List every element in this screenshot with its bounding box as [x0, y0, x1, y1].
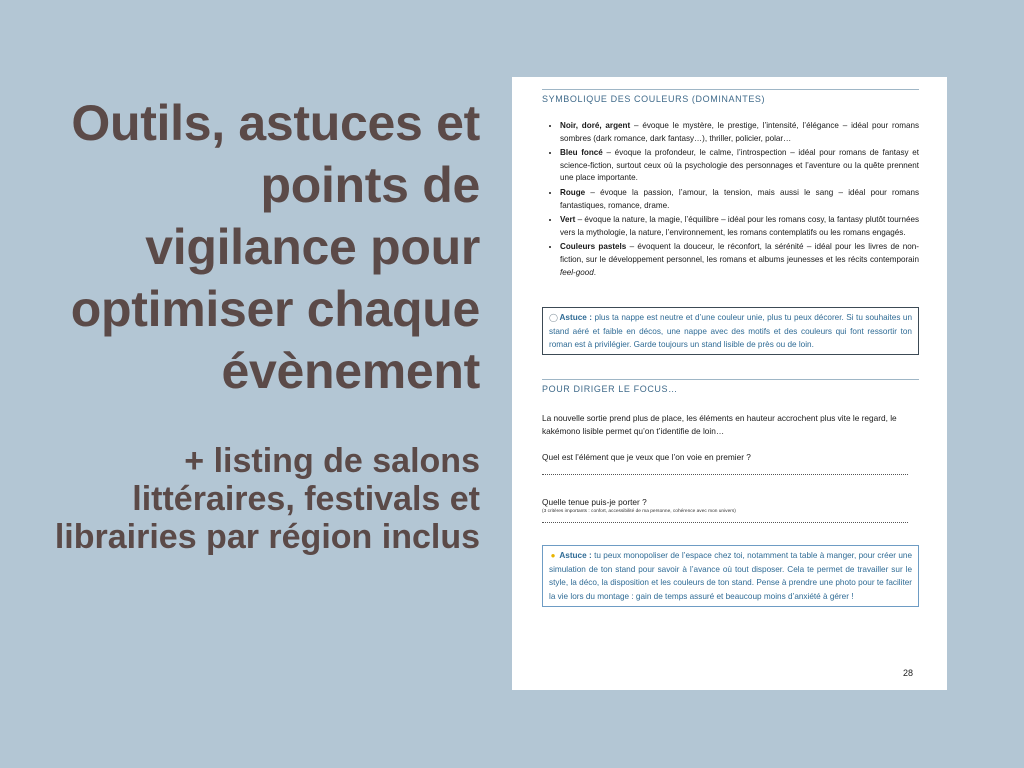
- list-item: [560, 147, 919, 185]
- answer-line: [542, 462, 908, 475]
- color-name: Rouge: [560, 187, 586, 197]
- slide-text: [40, 92, 480, 556]
- section-heading-colors: SYMBOLIQUE DES COULEURS (DOMINANTES): [542, 89, 919, 104]
- color-symbolism-list: [542, 120, 919, 279]
- tip-text: plus ta nappe est neutre et d’une couleur unie, plus tu peux décorer. Si tu souhaites un stand aéré et faible en décos, une nappe avec des motifs et des couleurs qui font ressortir ton roman est à privilégier. Garde toujours un stand lisible de près ou de loin.: [549, 313, 913, 349]
- color-name: Bleu foncé: [560, 148, 603, 158]
- tip-label: Astuce :: [559, 551, 592, 561]
- tip-text: tu peux monopoliser de l’espace chez toi, notamment ta table à manger, pour créer une simulation de ton stand pour savoir à l’avance où tout disposer. Cela te permet de travailler sur le style, la déco, la disposition et les couleurs de ton stand. Pense à prendre une photo pour te faciliter la vie lors du montage : gain de temps assuré et beaucoup moins d’anxiété à gérer !: [549, 551, 912, 601]
- slide-title: Outils, astuces et points de vigilance pour optimiser chaque évènement: [70, 95, 480, 399]
- color-name: Noir, doré, argent: [560, 121, 631, 130]
- color-description: – évoque le mystère, le prestige, l’intensité, l’élégance – idéal pour romans sombres (dark romance, dark fantasy…), thriller, policier, polar…: [560, 121, 919, 143]
- question-first-element: Quel est l’élément que je veux que l’on voie en premier ?: [542, 452, 751, 463]
- list-item: [560, 187, 919, 212]
- tip-label: Astuce :: [559, 313, 593, 323]
- color-description: – évoque la passion, l’amour, la tension, mais aussi le sang – idéal pour romans fantastiques, romance, drame.: [560, 187, 919, 210]
- color-name: Couleurs pastels: [560, 242, 627, 252]
- list-item: [560, 214, 919, 239]
- tip-box-simulation: [542, 545, 919, 607]
- list-item: [560, 120, 919, 145]
- italic-term: feel-good: [560, 267, 594, 277]
- question-outfit: Quelle tenue puis-je porter ?: [542, 497, 647, 508]
- question-note: (3 critères importants : confort, accessibilité de ma personne, cohérence avec mon univers): [542, 509, 736, 515]
- answer-line: [542, 514, 908, 523]
- color-name: Vert: [560, 215, 576, 225]
- sentence-end: .: [593, 267, 597, 277]
- page-number: 28: [902, 668, 913, 678]
- slide-subtitle: + listing de salons littéraires, festivals et librairies par région inclus: [54, 442, 480, 556]
- tip-box-tablecloth: [542, 307, 919, 355]
- document-page: [512, 77, 947, 690]
- lightbulb-icon: ●: [550, 551, 556, 561]
- color-description: – évoque la profondeur, le calme, l’introspection – idéal pour romans de fantasy et science-fiction, surtout ceux où la psychologie des personnages et l’aventure ou la quête prennent une place importante.: [560, 148, 919, 183]
- section-heading-focus: POUR DIRIGER LE FOCUS…: [542, 379, 919, 394]
- lightbulb-icon: ◯: [549, 313, 558, 323]
- color-description: – évoque la nature, la magie, l’équilibre – idéal pour les romans cosy, la fantasy plutôt tournées vers la mythologie, la nature, l’environnement, les romans contemplatifs ou les romans engagés.: [560, 215, 919, 237]
- list-item: [560, 241, 919, 279]
- color-description: – évoquent la douceur, le réconfort, la sérénité – idéal pour les livres de non-fiction, sur le développement personnel, les romans et albums jeunesses et les récits contemporain: [560, 242, 919, 264]
- focus-paragraph: La nouvelle sortie prend plus de place, les éléments en hauteur accrochent plus vite le regard, le kakémono lisible permet qu’on t’identifie de loin…: [542, 413, 897, 437]
